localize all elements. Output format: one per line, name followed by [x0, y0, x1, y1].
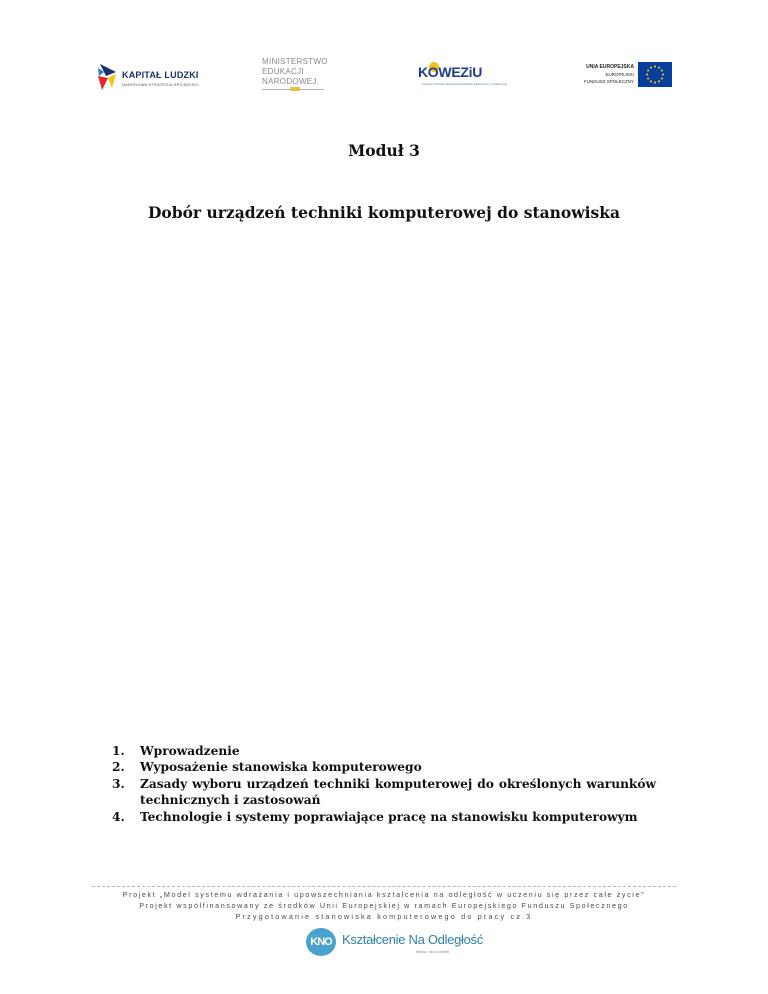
list-item [112, 759, 656, 775]
list-number: 2. [112, 760, 125, 775]
list-item [112, 743, 656, 759]
footer-course-line: Przygotowanie stanowiska komputerowego do pracy cz.3 [235, 912, 533, 921]
document-title: Dobór urządzeń techniki komputerowej do stanowiska [147, 203, 621, 222]
kowezu-logo [418, 62, 508, 94]
footer-project-line: Projekt „Model systemu wdrażania i upowszechniania kształcenia na odległość w uczeniu się przez całe życie" [122, 890, 646, 899]
list-number: 3. [112, 776, 125, 791]
kno-tagline: blisko, na co dzień [416, 949, 449, 954]
men-line-2: EDUKACJI [262, 67, 304, 76]
footer-divider [92, 886, 676, 887]
kapital-ludzki-title: KAPITAŁ LUDZKI [122, 70, 199, 80]
eu-line-1: UNIA EUROPEJSKA [586, 64, 634, 70]
list-number: 4. [112, 809, 125, 824]
list-number: 1. [112, 744, 125, 758]
eu-flag-icon [638, 62, 672, 87]
kowezu-subtitle: Krajowy Ośrodek Wspierania Edukacji Zawodowej i Ustawicznej [422, 82, 508, 86]
men-emblem-icon [290, 87, 300, 91]
eu-text [584, 63, 634, 85]
eu-line-2: EUROPEJSKI [605, 72, 634, 77]
eu-logo [580, 62, 672, 90]
contents-list [112, 743, 656, 825]
list-text: Wprowadzenie [140, 744, 240, 758]
list-text: Wyposażenie stanowiska komputerowego [140, 760, 422, 775]
list-item [112, 776, 656, 809]
kno-logo [306, 928, 483, 958]
eu-line-3: FUNDUSZ SPOŁECZNY [583, 79, 634, 84]
module-heading: Moduł 3 [348, 141, 420, 160]
kno-emblem-icon: KNO [306, 928, 336, 956]
list-text: Zasady wyboru urządzeń techniki komputerowej do określonych warunków technicznych i zastosowań [140, 776, 656, 808]
kapital-ludzki-subtitle: NARODOWA STRATEGIA SPÓJNOŚCI [122, 82, 199, 87]
list-text: Technologie i systemy poprawiające pracę na stanowisku komputerowym [140, 809, 638, 824]
kno-title: Kształcenie Na Odległość [342, 932, 483, 947]
men-line-3: NARODOWEJ [262, 77, 317, 86]
kowezu-title: KOWEZiU [418, 64, 483, 80]
kapital-ludzki-emblem-icon [96, 62, 118, 92]
ministry-education-logo [262, 57, 334, 97]
men-line-1: MINISTERSTWO [262, 57, 328, 66]
list-item [112, 809, 656, 825]
footer-funding-line: Projekt współfinansowany ze środków Unii Europejskiej w ramach Europejskiego Funduszu Społecznego [139, 901, 629, 910]
kapital-ludzki-logo [96, 62, 199, 94]
